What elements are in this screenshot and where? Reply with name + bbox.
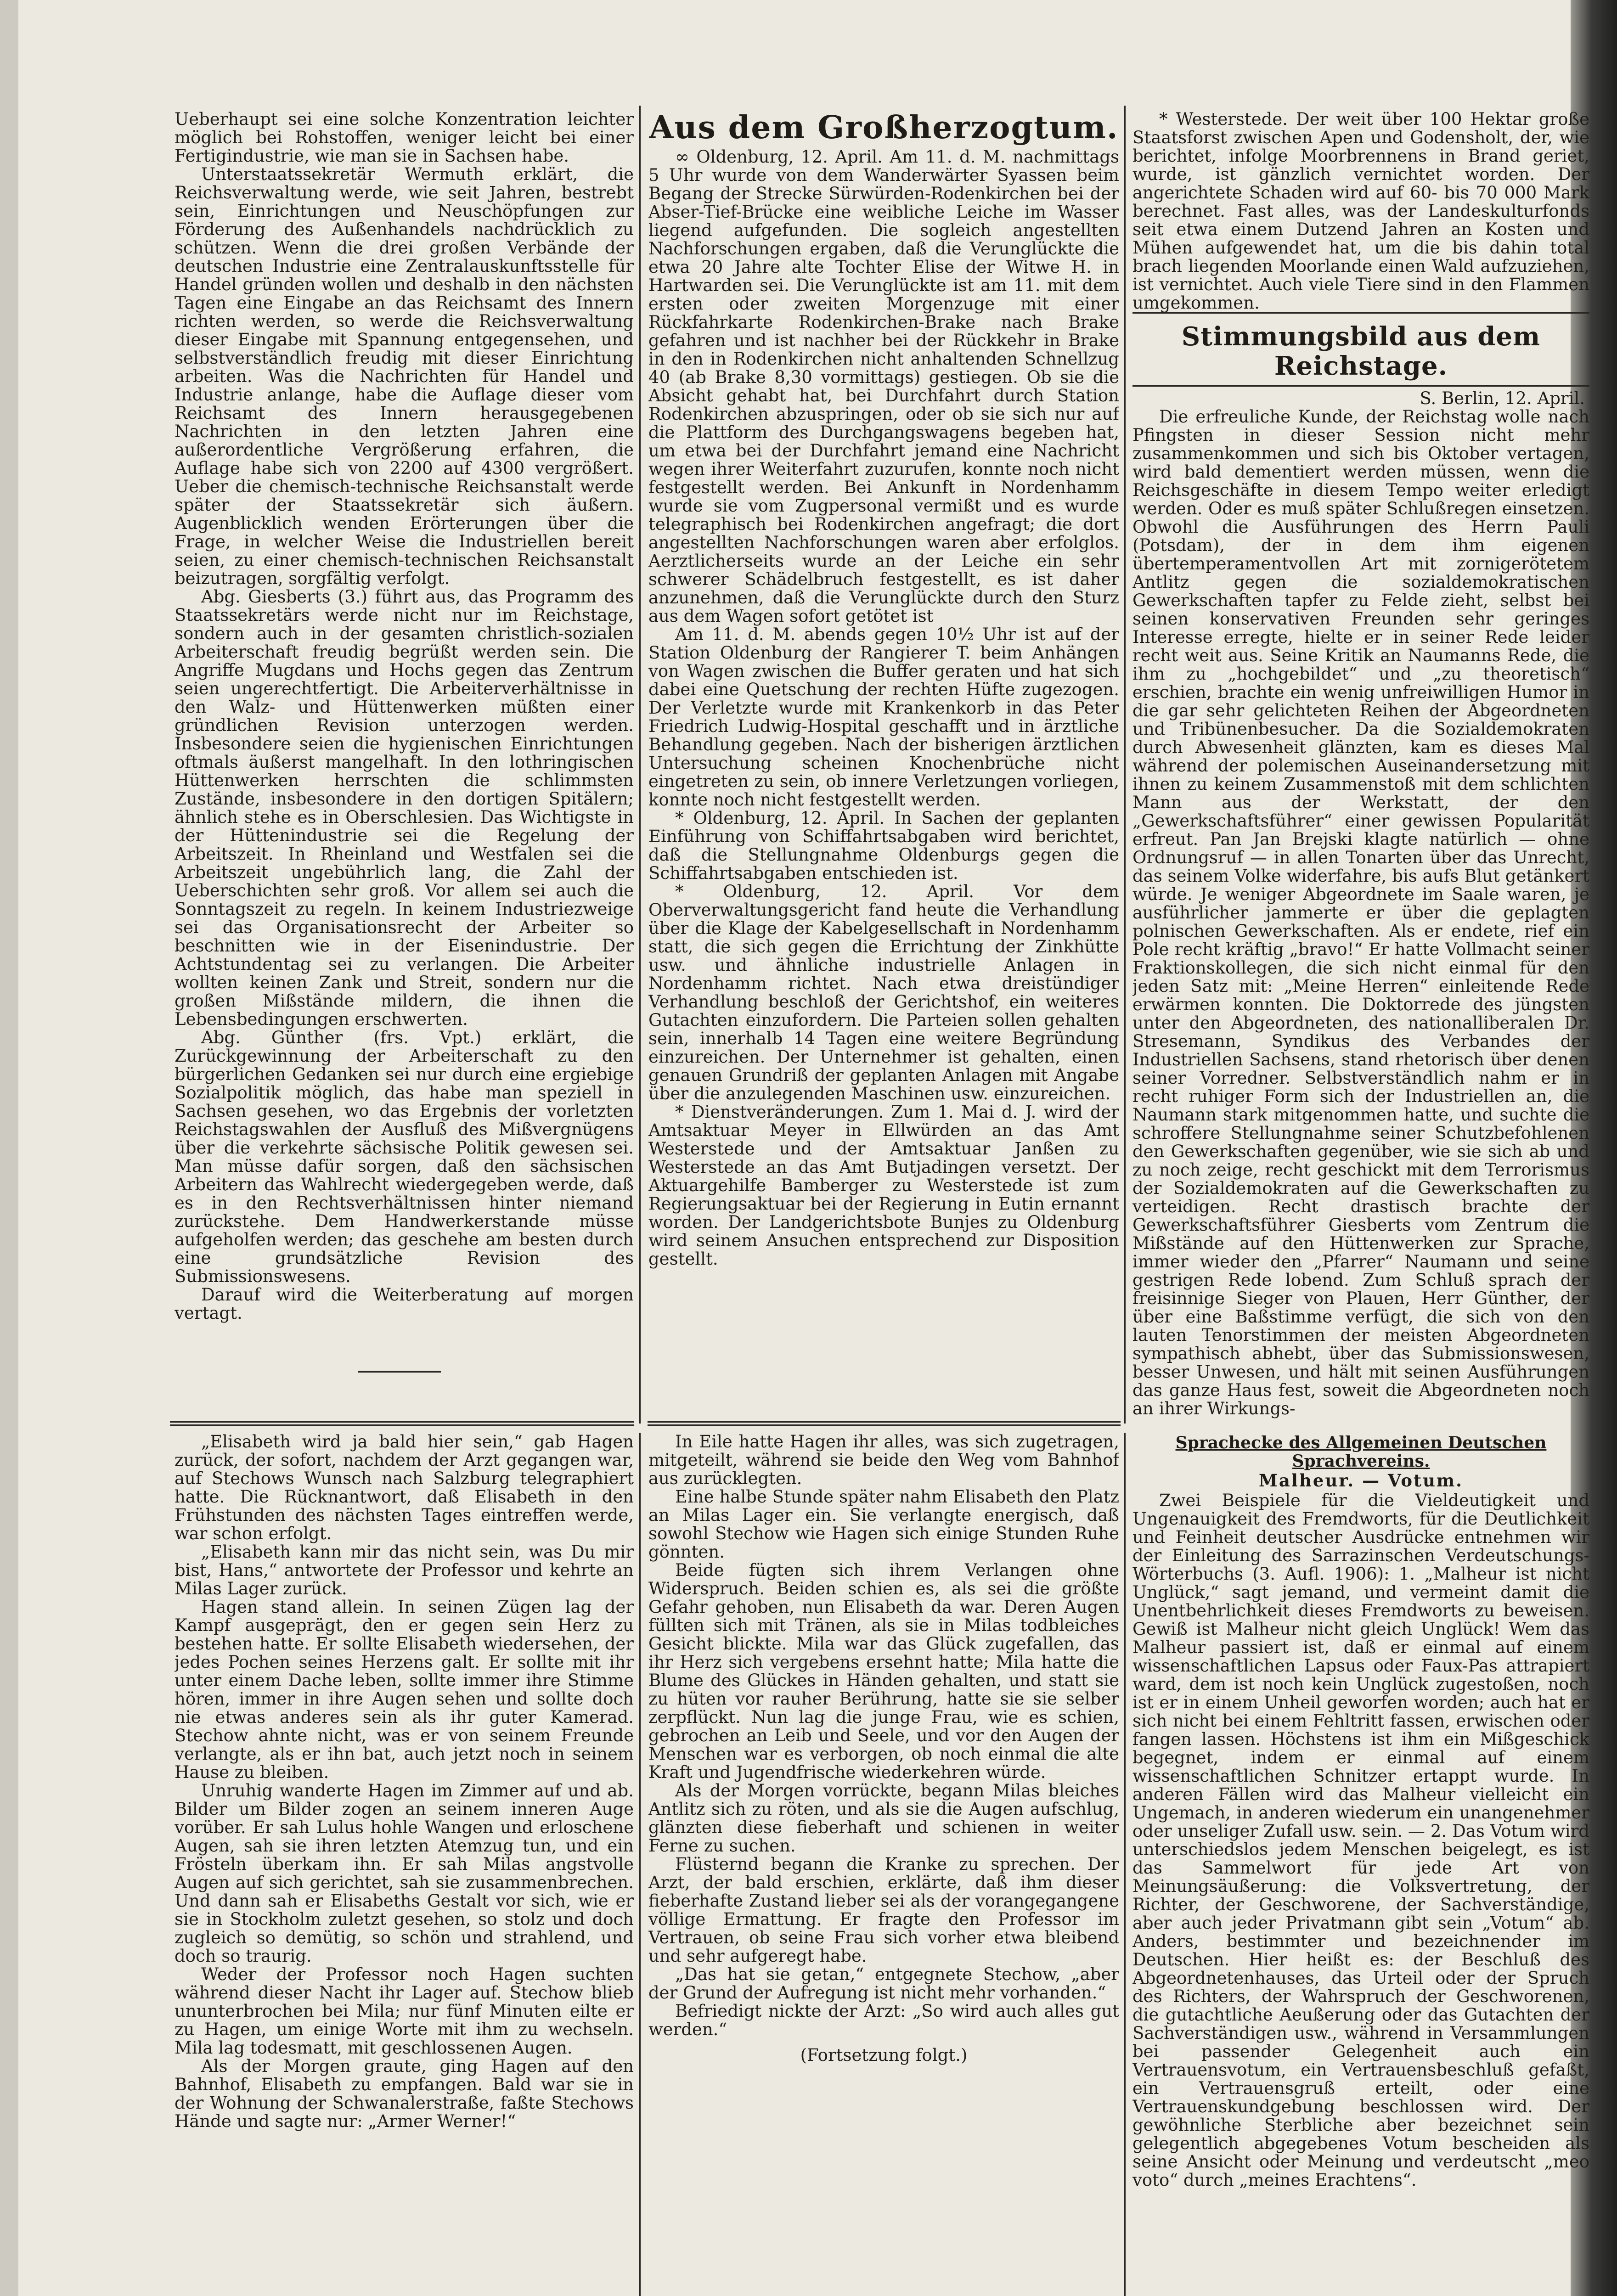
paragraph: Befriedigt nickte der Arzt: „So wird auch alles gut werden.“ [648,2001,1119,2039]
paragraph: Die erfreuliche Kunde, der Reichstag wolle nach Pfingsten in dieser Session nicht mehr zusammenkommen und sich bis Oktober vertagen, wird bald dementiert werden müssen, wenn die Reichsgeschäfte in diesem Tempo weiter erledigt werden. Oder es muß später Schlußregen einsetzen. Obwohl die Ausführungen des Herrn Pauli (Potsdam), der in dem ihm eigenen übertemperamentvollen Art mit zornigerötetem Antlitz gegen die sozialdemokratischen Gewerkschaften tapfer zu Felde zieht, selbst bei seinen konservativen Freunden sehr geringes Interesse erregte, hielte er in seiner Rede leider recht weit aus. Seine Kritik an Naumanns Rede, die ihm zu „hochgebildet“ und „zu theoretisch“ erschien, brachte ein wenig unfreiwilligen Humor in die gar sehr gelichteten Reihen der Abgeordneten und Tribünenbesucher. Da die Sozialdemokraten durch Abwesenheit glänzten, kam es dieses Mal während der polemischen Auseinandersetzung mit ihnen zu keinem Zusammenstoß mit dem schlichten Mann aus der Werkstatt, der den „Gewerkschaftsführer“ einer gewissen Popularität erfreut. Pan Jan Brejski klagte natürlich — ohne Ordnungsruf — in allen Tonarten über das Unrecht, das seinem Volke widerfahre, bis aufs Blut getänkert würde. Je weniger Abgeordnete im Saale waren, je ausführlicher jammerte er über die geplagten polnischen Gewerkschaften. Als er endete, rief ein Pole recht kräftig „bravo!“ Er hatte Vollmacht seiner Fraktionskollegen, die sich nicht einmal für den jeden Satz mit: „Meine Herren“ einleitende Rede erwärmen konnten. Die Doktorrede des jüngsten unter den Abgeordneten, des nationalliberalen Dr. Stresemann, Syndikus des Verbandes der Industriellen Sachsens, stand rhetorisch über denen seiner Vorredner. Selbstverständlich nahm er in recht ruhiger Form sich der Industriellen an, die Naumann stark mitgenommen hatte, und suchte die schroffere Stellungnahme seiner Schutzbefohlenen den Gewerkschaften gegenüber, wie sie sich ab und zu noch zeige, recht geschickt mit dem Terrorismus der Sozialdemokraten auf die Gewerkschaften zu verteidigen. Recht drastisch brachte der Gewerkschaftsführer Giesberts vom Zentrum die Mißstände auf den Hüttenwerken zur Sprache, immer wieder den „Pfarrer“ Naumann und seine gestrigen Rede lobend. Zum Schluß sprach der freisinnige Sieger von Plauen, Herr Günther, der über eine Baßstimme verfügt, die sich von den lauten Tenorstimmen der meisten Abgeordneten sympathisch abhebt, über das Submissionswesen, besser Unwesen, und hält mit seinen Ausführungen das ganze Haus fest, soweit die Abgeordneten noch an ihrer Wirkungs- [1132,407,1589,1418]
column-rule-1 [639,106,641,1424]
paragraph: Eine halbe Stunde später nahm Elisabeth den Platz an Milas Lager ein. Sie verlangte energisch, daß sowohl Stechow wie Hagen sich einige Stunden Ruhe gönnten. [648,1487,1119,1562]
paragraph: In Eile hatte Hagen ihr alles, was sich zugetragen, mitgeteilt, während sie beide den Weg vom Bahnhof aus zurücklegten. [648,1433,1119,1488]
feuilleton-divider-left [170,1421,634,1426]
paragraph: Am 11. d. M. abends gegen 10½ Uhr ist auf der Station Oldenburg der Rangierer T. beim Anhängen von Wagen zwischen die Buffer geraten und hat sich dabei eine Quetschung der rechten Hüfte zugezogen. Der Verletzte wurde mit Krankenkorb in das Peter Friedrich Ludwig-Hospital geschafft und in ärztliche Behandlung gegeben. Nach der bisherigen ärztlichen Untersuchung scheinen Knochenbrüche nicht eingetreten zu sein, ob innere Verletzungen vorliegen, konnte noch nicht festgestellt werden. [648,625,1119,810]
byline: S. Berlin, 12. April. [1420,388,1585,408]
column-rule-4 [1124,1433,1126,2296]
paragraph: Zwei Beispiele für die Vieldeutigkeit und Ungenauigkeit des Fremdworts, für die Deutlichkeit und Feinheit deutscher Ausdrücke entnehmen wir der Einleitung des Sarrazinschen Verdeutschungs-Wörterbuchs (3. Aufl. 1906): 1. „Malheur ist nicht Unglück,“ sagt jemand, und vermeint damit die Unentbehrlichkeit dieses Fremdworts zu beweisen. Gewiß ist Malheur nicht gleich Unglück! Wem das Malheur passiert ist, daß er einmal auf einem wissenschaftlichen Lapsus oder Faux-Pas attrapiert ward, dem ist noch kein Unglück zugestoßen, noch ist er in einem Unheil geworfen worden; auch hat er sich nicht bei einem Fehltritt fassen, erwischen oder fangen lassen. Höchstens ist ihm ein Mißgeschick begegnet, indem er einmal auf einem wissenschaftlichen Schnitzer ertappt wurde. In anderen Fällen wird das Malheur vielleicht ein Ungemach, in anderen wiederum ein unangenehmer oder unseliger Zufall usw. sein. — 2. Das Votum wird unterschiedslos jedem Menschen beigelegt, es ist das Sammelwort für jede Art von Meinungsäußerung: die Volksvertretung, der Richter, der Geschworene, der Sachverständige, aber auch jeder Privatmann gibt sein „Votum“ ab. Anders, bestimmter und bezeichnender im Deutschen. Hier heißt es: der Beschluß des Abgeordnetenhauses, das Urteil oder der Spruch des Richters, der Wahrspruch der Geschworenen, die gutachtliche Aeußerung oder das Gutachten der Sachverständigen usw., während in Versammlungen bei passender Gelegenheit auch ein Vertrauensvotum, ein Vertrauensbeschluß gefaßt, ein Vertrauensgruß erteilt, oder eine Vertrauenskundgebung beschlossen wird. Der gewöhnliche Sterbliche aber bezeichnet sein gelegentlich abgegebenes Votum bescheiden als seine Ansicht oder Meinung und verdeutscht „meo voto“ durch „meines Erachtens“. [1132,1491,1589,2190]
paragraph: * Oldenburg, 12. April. In Sachen der geplanten Einführung von Schiffahrtsabgaben wird berichtet, daß die Stellungnahme Oldenburgs gegen die Schiffahrtsabgaben entschieden ist. [648,808,1119,883]
paragraph: „Das hat sie getan,“ entgegnete Stechow, „aber der Grund der Aufregung ist nicht mehr vorhanden.“ [648,1964,1119,2003]
paragraph: Hagen stand allein. In seinen Zügen lag der Kampf ausgeprägt, den er gegen sein Herz zu bestehen hatte. Er sollte Elisabeth wiedersehen, der jedes Pochen seines Herzens galt. Er sollte mit ihr unter einem Dache leben, sollte immer ihre Stimme hören, immer in ihre Augen sehen und sollte doch nie etwas anderes sein als ihr guter Kamerad. Stechow ahnte nicht, was er von seinem Freunde verlangte, als er ihn bat, auch jetzt noch in seinem Hause zu bleiben. [175,1597,634,1782]
paragraph: Weder der Professor noch Hagen suchten während dieser Nacht ihr Lager auf. Stechow blieb ununterbrochen bei Mila; nur fünf Minuten eilte er zu Hagen, um einige Worte mit ihm zu wechseln. Mila lag todesmatt, mit geschlossenen Augen. [175,1964,634,2058]
column-1-bottom [175,1433,634,2296]
article-title: Malheur. — Votum. [1258,1470,1464,1491]
paragraph: „Elisabeth kann mir das nicht sein, was Du mir bist, Hans,“ antwortete der Professor und kehrte an Milas Lager zurück. [175,1542,634,1598]
paragraph: * Dienstveränderungen. Zum 1. Mai d. J. wird der Amtsaktuar Meyer in Ellwürden an das Amt Westerstede und der Amtsaktuar Janßen zu Westerstede an das Amt Butjadingen versetzt. Der Aktuargehilfe Bamberger zu Westerstede ist zum Regierungsaktuar bei der Regierung in Eutin ernannt worden. Der Landgerichtsbote Bunjes zu Oldenburg wird seinem Ansuchen entsprechend zur Disposition gestellt. [648,1102,1119,1269]
paragraph: „Elisabeth wird ja bald hier sein,“ gab Hagen zurück, der sofort, nachdem der Arzt gegangen war, auf Stechows Wunsch nach Salzburg telegraphiert hatte. Die Rücknantwort, daß Elisabeth in den Frühstunden des nächsten Tages eintreffen werde, war schon erfolgt. [175,1433,634,1543]
column-1-top [175,110,634,1359]
feuilleton-divider-mid [648,1421,1121,1426]
headline-stimmungsbild: Stimmungsbild aus dem Reichstage. [1181,321,1541,381]
column-3-bottom [1132,1433,1589,2296]
paragraph: Als der Morgen vorrückte, begann Milas bleiches Antlitz sich zu röten, und als sie die Augen aufschlug, glänzten diese fieberhaft und schienen in weiter Ferne zu suchen. [648,1781,1119,1856]
column-3-top [1132,110,1589,1424]
headline-grossherzogtum: Aus dem Großherzogtum. [649,110,1119,146]
column-rule-3 [639,1433,641,2296]
column-2-top [648,110,1119,1414]
paragraph: Beide fügten sich ihrem Verlangen ohne Widerspruch. Beiden schien es, als sei die größte Gefahr gehoben, nun Elisabeth da war. Deren Augen füllten sich mit Tränen, als sie in Milas todbleiches Gesicht blickte. Mila war das Glück zugefallen, das ihr Herz sich vergebens ersehnt hatte; Mila hatte die Blume des Glückes in Händen gehalten, und statt sie zu hüten vor rauher Berührung, hatte sie sie selber zerpflückt. Nun lag die junge Frau, wie es schien, gebrochen an Leib und Seele, und vor den Augen der Menschen war es verborgen, ob noch einmal die alte Kraft und Jugendfrische wiederkehren würde. [648,1560,1119,1782]
paragraph-westerstede: * Westerstede. Der weit über 100 Hektar große Staatsforst zwischen Apen und Godensholt, der, wie berichtet, infolge Moorbrennens in Brand geriet, wurde, ist gänzlich vernichtet worden. Der angerichtete Schaden wird auf 60- bis 70 000 Mark berechnet. Fast alles, was der Landeskulturfonds seit etwa einem Dutzend Jahren an Kosten und Mühen aufgewendet hat, um die bis dahin total brach liegenden Moorlande einen Wald aufzuziehen, ist vernichtet. Auch viele Tiere sind in den Flammen umgekommen. [1132,110,1589,313]
headline-box [1132,312,1589,387]
paragraph: Abg. Giesberts (3.) führt aus, das Programm des Staatssekretärs werde nicht nur im Reichstage, sondern auch in der gesamten christlich-sozialen Arbeiterschaft freudig begrüßt werden sein. Die Angriffe Mugdans und Hochs gegen das Zentrum seien ungerechtfertigt. Die Arbeiterverhältnisse in den Walz- und Hüttenwerken müßten einer gründlichen Revision unterzogen werden. Insbesondere seien die hygienischen Einrichtungen oftmals äußerst mangelhaft. In den lothringischen Hüttenwerken herrschten die schlimmsten Zustände, insbesondere in den dortigen Spitälern; ähnlich stehe es in Oberschlesien. Das Wichtigste in der Hüttenindustrie sei die Regelung der Arbeitszeit. In Rheinland und Westfalen sei die Arbeitszeit ungebührlich lang, die Zahl der Ueberschichten sehr groß. Vor allem sei auch die Sonntagszeit zu regeln. In keinem Industriezweige sei das Organisationsrecht der Arbeiter so beschnitten wie in der Eisenindustrie. Der Achtstundentag sei zu verlangen. Die Arbeiter wollten keinen Zank und Streit, sondern nur die großen Mißstände mildern, die ihnen die Lebensbedingungen erschwerten. [175,587,634,1029]
paragraph: Abg. Günther (frs. Vpt.) erklärt, die Zurückgewinnung der Arbeiterschaft zu den bürgerlichen Gedanken sei nur durch eine ergiebige Sozialpolitik möglich, das habe man speziell in Sachsen gesehen, wo das Ergebnis der vorletzten Reichstagswahlen der Ausfluß des Mißvergnügens über die verkehrte sächsische Politik gewesen sei. Man müsse dafür sorgen, daß den sächsischen Arbeitern das Wahlrecht wiedergegeben werde, daß es in den Rechtsverhältnissen hinter niemand zurückstehe. Dem Handwerkerstande müsse aufgeholfen werden; das geschehe am besten durch eine grundsätzliche Revision des Submissionswesens. [175,1028,634,1286]
paragraph: ∞ Oldenburg, 12. April. Am 11. d. M. nachmittags 5 Uhr wurde von dem Wanderwärter Syassen beim Begang der Strecke Sürwürden-Rodenkirchen bei der Abser-Tief-Brücke eine weibliche Leiche im Wasser liegend aufgefunden. Die sogleich angestellten Nachforschungen ergaben, daß die Verunglückte die etwa 20 Jahre alte Tochter Elise der Witwe H. in Hartwarden sei. Die Verunglückte ist am 11. mit dem ersten oder zweiten Morgenzuge mit einer Rückfahrkarte Rodenkirchen-Brake nach Brake gefahren und ist nachher bei der Rückkehr in Brake in den in Rodenkirchen nicht anhaltenden Schnellzug 40 (ab Brake 8,30 vormittags) gestiegen. Ob sie die Absicht gehabt hat, bei Durchfahrt durch Station Rodenkirchen abzuspringen, oder ob sie sich nur auf die Plattform des Durchgangswagens begeben hat, um etwa bei der Durchfahrt jemand eine Nachricht wegen ihrer Weiterfahrt zuzurufen, konnte noch nicht festgestellt werden. Bei Ankunft in Nordenhamm wurde sie vom Zugpersonal vermißt und es wurde telegraphisch bei Rodenkirchen angefragt; die dort angestellten Nachforschungen waren aber erfolglos. Aerztlicherseits wurde an der Leiche ein sehr schwerer Schädelbruch festgestellt, es ist daher anzunehmen, daß die Verunglückte durch den Sturz aus dem Wagen sofort getötet ist [648,147,1119,626]
paragraph: Unruhig wanderte Hagen im Zimmer auf und ab. Bilder um Bilder zogen an seinem inneren Auge vorüber. Er sah Lulus hohle Wangen und erloschene Augen, sah sie ihren letzten Atemzug tun, und ein Frösteln überkam ihn. Er sah Milas angstvolle Augen auf sich gerichtet, sah sie zusammenbrechen. Und dann sah er Elisabeths Gestalt vor sich, wie er sie in Stockholm zuletzt gesehen, so stolz und doch zugleich so demütig, so schön und strahlend, und doch so traurig. [175,1781,634,1966]
end-rule [358,1371,441,1373]
paragraph: Als der Morgen graute, ging Hagen auf den Bahnhof, Elisabeth zu empfangen. Bald war sie in der Wohnung der Schwanalerstraße, faßte Stechows Hände und sagte nur: „Armer Werner!“ [175,2056,634,2131]
paragraph: Flüsternd begann die Kranke zu sprechen. Der Arzt, der bald erschien, erklärte, daß ihm dieser fieberhafte Zustand lieber sei als der vorangegangene völlige Ermattung. Er fragte den Professor im Vertrauen, ob seine Frau sich vorher etwa bleibend und sehr aufgeregt habe. [648,1854,1119,1966]
paragraph: Unterstaatssekretär Wermuth erklärt, die Reichsverwaltung werde, wie seit Jahren, bestrebt sein, Einrichtungen und Neuschöpfungen zur Förderung des Außenhandels nachdrücklich zu schützen. Wenn die drei großen Verbände der deutschen Industrie eine Zentralauskunftsstelle für Handel gründen wollen und deshalb in den nächsten Tagen eine Eingabe an das Reichsamt des Innern richten werden, so werde die Reichsverwaltung dieser Eingabe mit Spannung entgegensehen, und selbstverständlich freudig mit dieser Einrichtung arbeiten. Was die Nachrichten für Handel und Industrie anlange, habe die Auflage dieser vom Reichsamt des Innern herausgegebenen Nachrichten in den letzten Jahren eine außerordentliche Vergrößerung erfahren, die Auflage habe sich von 2200 auf 4300 vergrößert. Ueber die chemisch-technische Reichsanstalt werde später der Staatssekretär sich äußern. Augenblicklich wenden Erörterungen über die Frage, in welcher Weise die Industriellen bereit seien, zu einer chemisch-technischen Reichsanstalt beizutragen, sorgfältig verfolgt. [175,164,634,588]
paragraph: * Oldenburg, 12. April. Vor dem Oberverwaltungsgericht fand heute die Verhandlung über die Klage der Kabelgesellschaft in Nordenhamm statt, die sich gegen die Errichtung der Zinkhütte usw. und ähnliche industrielle Anlagen in Nordenhamm richtet. Nach etwa dreistündiger Verhandlung beschloß der Gerichtshof, ein weiteres Gutachten einzufordern. Die Parteien sollen gehalten sein, innerhalb 14 Tagen eine weitere Begründung einzureichen. Der Unternehmer ist gehalten, einen genauen Grundriß der geplanten Anlagen mit Angabe über die anzulegenden Maschinen usw. einzureichen. [648,882,1119,1103]
paragraph: Darauf wird die Weiterberatung auf morgen vertagt. [175,1285,634,1323]
column-2-bottom [648,1433,1119,2296]
column-rule-2 [1124,106,1126,1424]
section-label-sprachecke: Sprachecke des Allgemeinen Deutschen Sprachvereins. [1175,1433,1547,1471]
continuation-note: (Fortsetzung folgt.) [800,2045,968,2065]
paragraph: Ueberhaupt sei eine solche Konzentration leichter möglich bei Rohstoffen, weniger leicht bei einer Fertigindustrie, wie man sie in Sachsen habe. [175,110,634,166]
